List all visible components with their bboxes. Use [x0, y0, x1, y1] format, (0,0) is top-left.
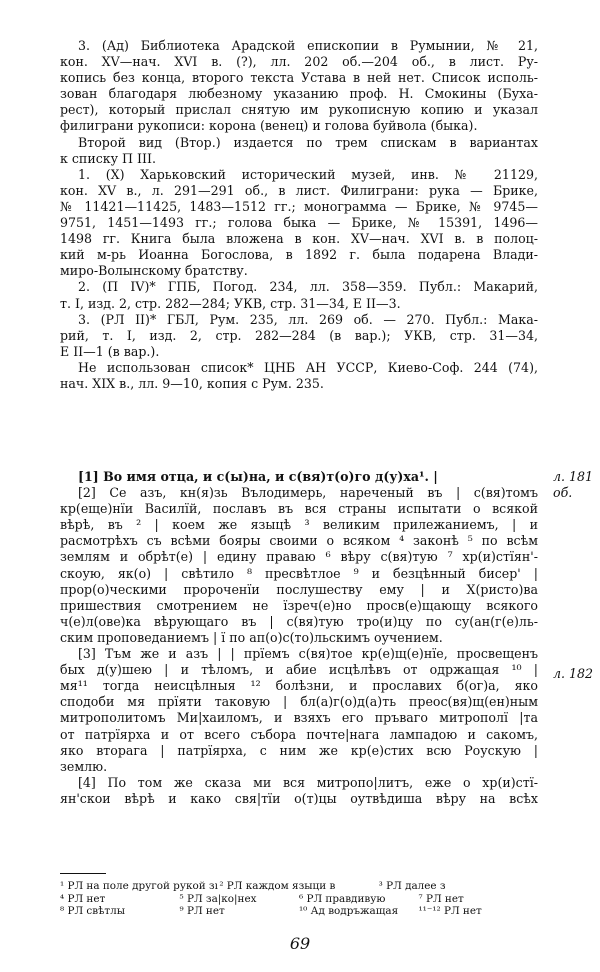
text-line: 1498 гг. Книга была вложена в кон. XV—нач. XVI в. в полоц-: [60, 231, 538, 247]
footnote-row: [60, 893, 538, 906]
text-line: 3. (РЛ II)* ГБЛ, Рум. 235, лл. 269 об. — 270. Публ.: Мака-: [78, 311, 538, 327]
manuscript-list: [60, 38, 538, 392]
footnote: ³ РЛ далее з: [378, 880, 446, 892]
text-line: миро-Волынскому братству.: [60, 263, 248, 279]
footnote: ¹⁰ Ад водръжащая: [299, 905, 399, 918]
text-line: нач. XIX в., лл. 9—10, копия с Рум. 235.: [60, 375, 324, 391]
text-line: митрополитомъ Ми|хаиломъ, и взяхъ его пръваго митрополї |та: [60, 710, 538, 726]
text-line: ян'скои вѣрѣ и како свя|тїи о(т)цы оутвѣдиша вѣру на всѣх: [60, 790, 538, 806]
folio-note-181: л. 181: [553, 469, 594, 484]
text-line: рест), который прислал снятую им рукописную копию и указал: [60, 102, 538, 118]
text-line: рий, т. I, изд. 2, стр. 282—284 (в вар.); УКВ, стр. 31—34,: [60, 327, 538, 343]
footnote-row: [60, 880, 538, 893]
text-line: от патрїярха и от всего събора почте|нага лампадою и сакомъ,: [60, 726, 538, 742]
text-line: [4] По том же сказа ми вся митропо|литъ, еже о хр(и)стї-: [78, 774, 538, 790]
text-line: № 11421—11425, 1483—1512 гг.; монограмма — Брике, № 9745—: [60, 198, 538, 214]
footnote: ¹¹⁻¹² РЛ нет: [418, 905, 482, 918]
folio-note-182: л. 182: [553, 666, 594, 681]
text-line: [1] Во имя отца, и с(ы)на, и с(вя)т(о)го д(у)ха¹. |: [78, 469, 438, 484]
footnote: ⁵ РЛ за|ко|нех: [179, 892, 257, 905]
text-line: 9751, 1451—1493 гг.; голова быка — Брике, № 15391, 1496—: [60, 215, 538, 231]
text-line: к списку П III.: [60, 150, 156, 166]
footnote: ² РЛ каждом языци в: [219, 880, 336, 892]
footnote-row: [60, 905, 538, 918]
text-line: 3. (Ад) Библиотека Арадской епископии в Румынии, № 21,: [78, 38, 538, 53]
text-line: бых д(у)шею | и тѣломъ, и абие исцѣлѣвъ от одржащая ¹⁰ |: [60, 662, 538, 678]
text-line: землям и обрѣт(е) | едину праваю ⁶ вѣру с(вя)тую ⁷ хр(и)стїян'-: [60, 549, 538, 565]
page-number: 69: [289, 934, 311, 953]
text-line: скоую, як(о) | свѣтило ⁸ пресвѣтлое ⁹ и безцѣнный бисер' |: [60, 565, 538, 581]
text-line: 2. (П IV)* ГПБ, Погод. 234, лл. 358—359. Публ.: Макарий,: [78, 279, 538, 295]
text-line: сподоби мя прїяти таковую | бл(а)г(о)д(а)ть преос(вя)щ(ен)ным: [60, 694, 538, 710]
text-line: яко вторага | патрїярха, с ним же кр(е)стих всю Роускую |: [60, 742, 538, 758]
text-line: [3] Тъм же и азъ | | прїемъ с(вя)тое кр(е)щ(е)нїе, просвещенъ: [78, 646, 538, 662]
text-line: кий м-рь Иоанна Богослова, в 1892 г. была подарена Влади-: [60, 247, 538, 263]
text-line: землю.: [60, 758, 108, 774]
footnotes: [60, 880, 538, 918]
text-line: пришествия смотрением не їзреч(е)но просв(е)щающу всякого: [60, 597, 538, 613]
text-line: 1. (X) Харьковский исторический музей, инв. № 21129,: [78, 166, 538, 182]
text-line: т. I, изд. 2, стр. 282—284; УКВ, стр. 31—34, Е II—3.: [60, 295, 401, 311]
footnote: ¹ РЛ на поле другой рукой зı: [60, 880, 218, 892]
text-line: кр(еще)нїи Василїй, пославъ въ вся страны испытати о всякой: [60, 501, 538, 517]
text-line: прор(о)ческими пророченїи послушеству ему | и Х(ристо)ва: [60, 581, 538, 597]
text-line: Второй вид (Втор.) издается по трем спискам в вариантах: [78, 134, 538, 150]
footnote: ⁴ РЛ нет: [60, 892, 106, 905]
text-line: ским проповеданиемъ | ї по ап(о)с(то)льскимъ оучением.: [60, 629, 443, 645]
footnote: ⁸ РЛ свѣтлы: [60, 905, 125, 918]
text-line: вѣрѣ, въ ² | коем же языцѣ ³ великим прилежаниемъ, | и: [60, 517, 538, 533]
footnote: ⁷ РЛ нет: [418, 892, 464, 905]
text-line: копись без конца, второго текста Устава в ней нет. Список исполь-: [60, 70, 538, 86]
footnote: ⁶ РЛ правдивую: [299, 892, 386, 905]
text-line: кон. XV—нач. XVI в. (?), лл. 202 об.—204 об., в лист. Ру-: [60, 54, 538, 70]
footnote-divider: [60, 873, 106, 874]
text-line: [2] Се азъ, кн(я)зь Вълодимерь, нареченый въ | с(вя)томъ: [78, 485, 538, 501]
folio-note-verso: об.: [553, 485, 573, 500]
text-line: кон. XV в., л. 291—291 об., в лист. Филиграни: рука — Брике,: [60, 182, 538, 198]
footnote: ⁹ РЛ нет: [179, 905, 225, 918]
text-line: Не использован список* ЦНБ АН УССР, Киево-Соф. 244 (74),: [78, 359, 538, 375]
text-line: мя¹¹ тогда неисцѣлныя ¹² болѣзни, и прославих б(ог)а, яко: [60, 678, 538, 694]
charter-text: [60, 469, 538, 807]
text-line: филиграни рукописи: корона (венец) и голова буйвола (быка).: [60, 118, 478, 134]
text-line: ч(е)л(ове)ка вѣрующаго въ | с(вя)тую тро(и)цу по су(ан(г(е)ль-: [60, 613, 538, 629]
text-line: расмотрѣхъ съ всѣми бояры своими о всяком ⁴ законѣ ⁵ по всѣм: [60, 533, 538, 549]
text-line: Е II—1 (в вар.).: [60, 343, 160, 359]
text-line: зован благодаря любезному указанию проф. Н. Смокины (Буха-: [60, 86, 538, 102]
